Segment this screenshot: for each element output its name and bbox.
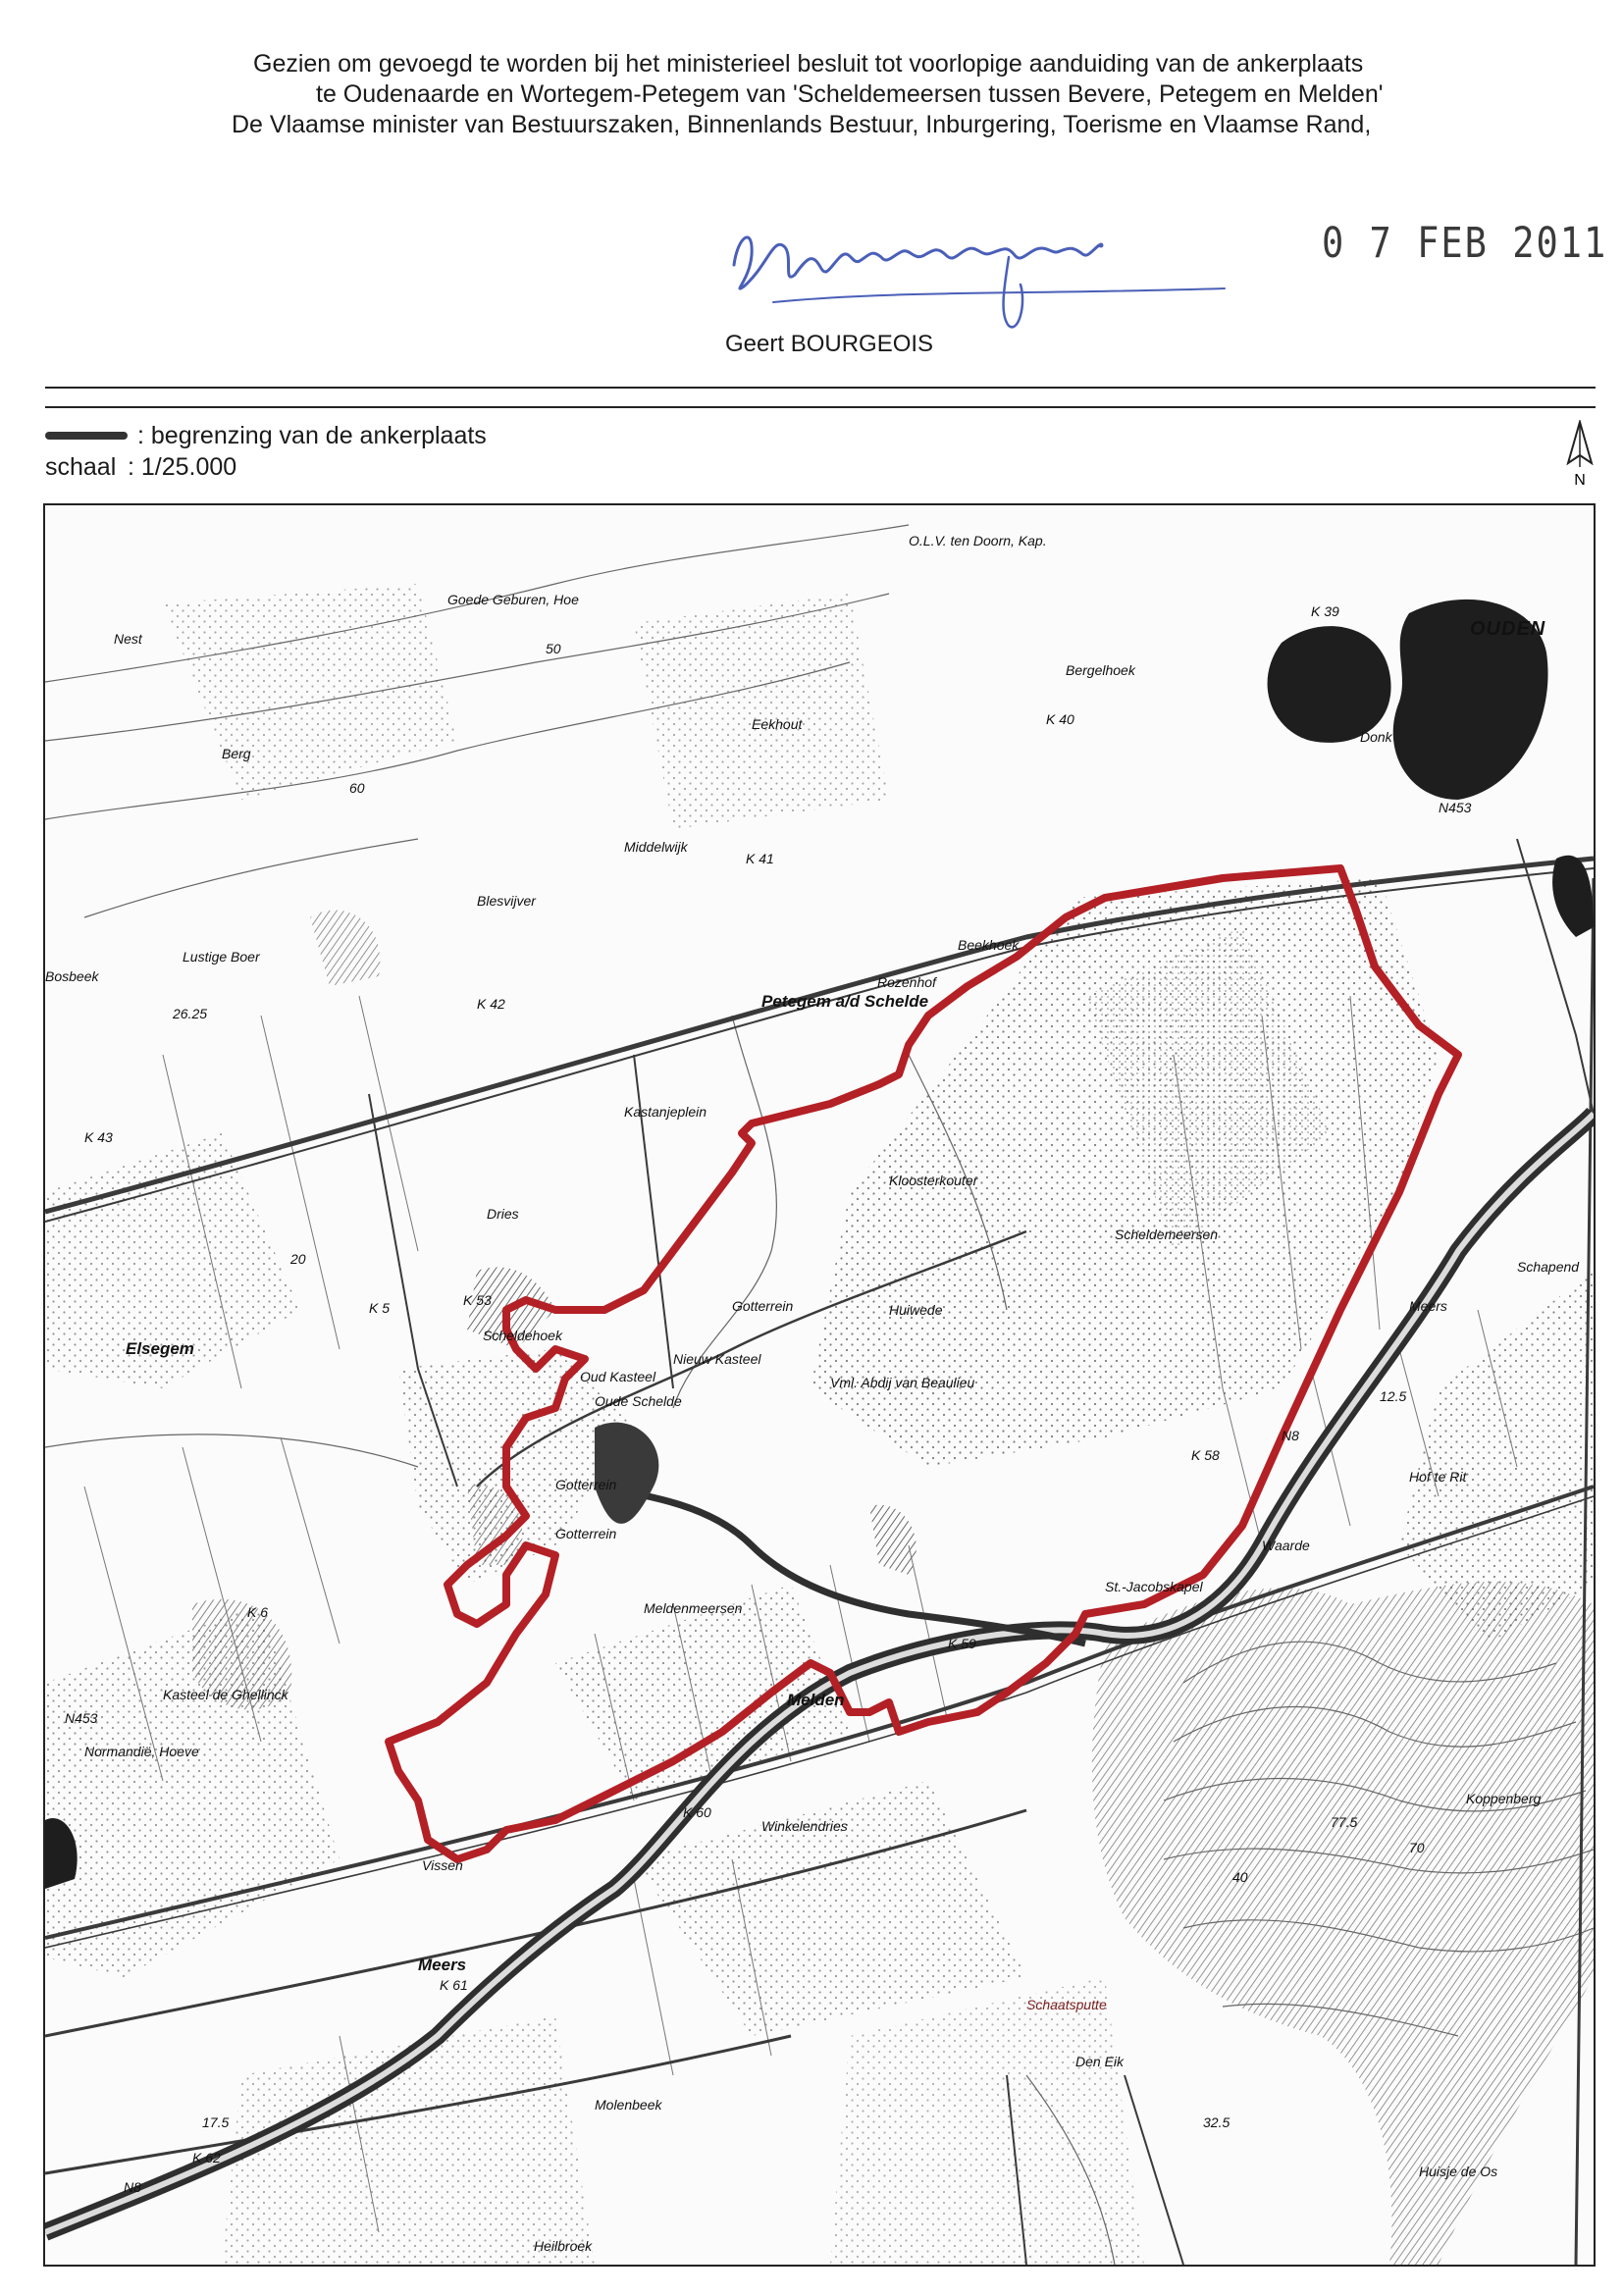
place-label-normandie: Normandië, Hoeve <box>84 1744 199 1759</box>
place-label-gotterrein-2: Gotterrein <box>555 1477 617 1492</box>
place-label-meldenmeersen: Meldenmeersen <box>644 1600 743 1616</box>
marker-k5: K 5 <box>369 1300 391 1316</box>
contour-label-32-5: 32.5 <box>1203 2114 1230 2130</box>
place-label-goede-geburen: Goede Geburen, Hoe <box>447 592 579 607</box>
place-label-scheldemeersen: Scheldemeersen <box>1115 1226 1219 1242</box>
legend-scale-value: : 1/25.000 <box>128 453 237 481</box>
road-label-n453: N453 <box>1439 800 1472 815</box>
marker-k40: K 40 <box>1046 711 1074 727</box>
place-label-elsegem: Elsegem <box>126 1339 194 1358</box>
marker-k42: K 42 <box>477 996 505 1012</box>
place-label-st-jacobskapel: St.-Jacobskapel <box>1105 1579 1203 1594</box>
place-label-nest: Nest <box>114 631 142 647</box>
contour-label-12-5: 12.5 <box>1380 1388 1407 1404</box>
place-label-berg: Berg <box>222 746 251 761</box>
legend-scale-key: schaal <box>45 453 117 481</box>
road-label-n8: N8 <box>1282 1428 1299 1443</box>
decree-line-2: te Oudenaarde en Wortegem-Petegem van 'Scheldemeersen tussen Bevere, Petegem en Melden' <box>316 80 1384 108</box>
place-label-vissen: Vissen <box>422 1857 463 1873</box>
marker-k59: K 59 <box>948 1636 976 1651</box>
marker-k60: K 60 <box>683 1804 711 1820</box>
marker-k6: K 6 <box>247 1604 269 1620</box>
decree-text <box>232 49 1507 140</box>
legend-boundary-label: : begrenzing van de ankerplaats <box>137 422 487 449</box>
place-label-middelwijk: Middelwijk <box>624 839 688 855</box>
place-label-donk: Donk <box>1360 729 1392 745</box>
place-label-olv: O.L.V. ten Doorn, Kap. <box>909 533 1047 548</box>
legend-scale-row <box>45 451 487 483</box>
road-label-n8-west: N8 <box>124 2179 141 2195</box>
header-divider-bottom <box>45 406 1596 408</box>
marker-k62: K 62 <box>192 2150 221 2166</box>
north-letter: N <box>1574 472 1586 489</box>
signer-name: Geert BOURGEOIS <box>725 331 934 357</box>
place-label-meers-east: Meers <box>1409 1298 1447 1314</box>
place-label-koppenberg: Koppenberg <box>1466 1791 1542 1806</box>
place-label-schapend: Schapend <box>1517 1259 1580 1275</box>
document-header <box>0 0 1623 373</box>
contour-label-17-5: 17.5 <box>202 2114 230 2130</box>
contour-label-20: 20 <box>290 1251 306 1267</box>
decree-line-3: De Vlaamse minister van Bestuurszaken, Binnenlands Bestuur, Inburgering, Toerisme en Vlaamse Rand, <box>232 111 1372 138</box>
place-label-oud-kasteel: Oud Kasteel <box>580 1369 656 1384</box>
place-label-nieuw-kasteel: Nieuw Kasteel <box>673 1351 761 1367</box>
place-label-rozenhof: Rozenhof <box>877 974 936 990</box>
map-graphics <box>45 505 1594 2265</box>
marker-k41: K 41 <box>746 851 774 866</box>
north-arrow-icon <box>1563 420 1597 489</box>
contour-label-70: 70 <box>1409 1840 1425 1855</box>
topographic-map <box>43 503 1596 2267</box>
marker-k39: K 39 <box>1311 603 1339 619</box>
place-label-huiwede: Huiwede <box>889 1302 943 1318</box>
place-label-oudenaarde: OUDEN <box>1470 618 1546 640</box>
place-label-kastanjeplein: Kastanjeplein <box>624 1104 707 1120</box>
place-label-molenbeek: Molenbeek <box>595 2097 662 2113</box>
contour-label-77-5: 77.5 <box>1331 1814 1358 1830</box>
place-label-huisje-os: Huisje de Os <box>1419 2164 1498 2179</box>
road-label-n453-west: N453 <box>65 1710 98 1726</box>
place-label-gotterrein-1: Gotterrein <box>732 1298 794 1314</box>
place-label-blesvijver: Blesvijver <box>477 893 536 909</box>
place-label-waarde: Waarde <box>1262 1538 1310 1553</box>
marker-k43: K 43 <box>84 1129 113 1145</box>
place-label-melden: Melden <box>787 1691 845 1709</box>
place-label-den-eik: Den Eik <box>1075 2054 1125 2069</box>
place-label-heilbroek: Heilbroek <box>534 2238 593 2254</box>
place-label-oude-schelde: Oude Schelde <box>595 1393 682 1409</box>
place-label-lustige-boer: Lustige Boer <box>183 949 260 965</box>
marker-k53: K 53 <box>463 1292 492 1308</box>
decree-line-1: Gezien om gevoegd te worden bij het ministerieel besluit tot voorlopige aanduiding van de ankerplaats <box>253 50 1364 78</box>
marker-k58: K 58 <box>1191 1447 1220 1463</box>
place-label-dries: Dries <box>487 1206 519 1222</box>
place-label-gotterrein-3: Gotterrein <box>555 1526 617 1541</box>
place-label-scheldehoek: Scheldehoek <box>483 1328 562 1343</box>
header-divider-top <box>45 387 1596 389</box>
map-legend <box>45 420 487 483</box>
place-label-bosbeek: Bosbeek <box>45 968 99 984</box>
place-label-schaatsputte: Schaatsputte <box>1026 1997 1107 2012</box>
minister-signature <box>714 196 1264 334</box>
place-label-abdij: Vml. Abdij van Beaulieu <box>830 1375 975 1390</box>
place-label-hof-te-rit: Hof te Rit <box>1409 1469 1467 1485</box>
place-label-beekhoek: Beekhoek <box>958 937 1020 953</box>
date-stamp: 0 7 FEB 2011 <box>1322 218 1608 268</box>
place-label-winkelendries: Winkelendries <box>761 1818 848 1834</box>
place-label-bergelhoek: Bergelhoek <box>1066 662 1135 678</box>
place-label-kloosterkouter: Kloosterkouter <box>889 1173 978 1188</box>
place-label-meers-west: Meers <box>418 1956 467 1974</box>
contour-label-50: 50 <box>546 641 561 656</box>
place-label-petegem: Petegem a/d Schelde <box>761 992 929 1011</box>
contour-label-40: 40 <box>1232 1869 1248 1885</box>
contour-label-26-25: 26.25 <box>173 1006 208 1021</box>
marker-k61: K 61 <box>440 1977 468 1993</box>
contour-label-60: 60 <box>349 780 365 796</box>
legend-boundary-row <box>45 420 487 451</box>
place-label-kasteel-ghellinck: Kasteel de Ghellinck <box>163 1687 288 1702</box>
place-label-eekhout: Eekhout <box>752 716 803 732</box>
boundary-line-swatch <box>45 432 128 440</box>
